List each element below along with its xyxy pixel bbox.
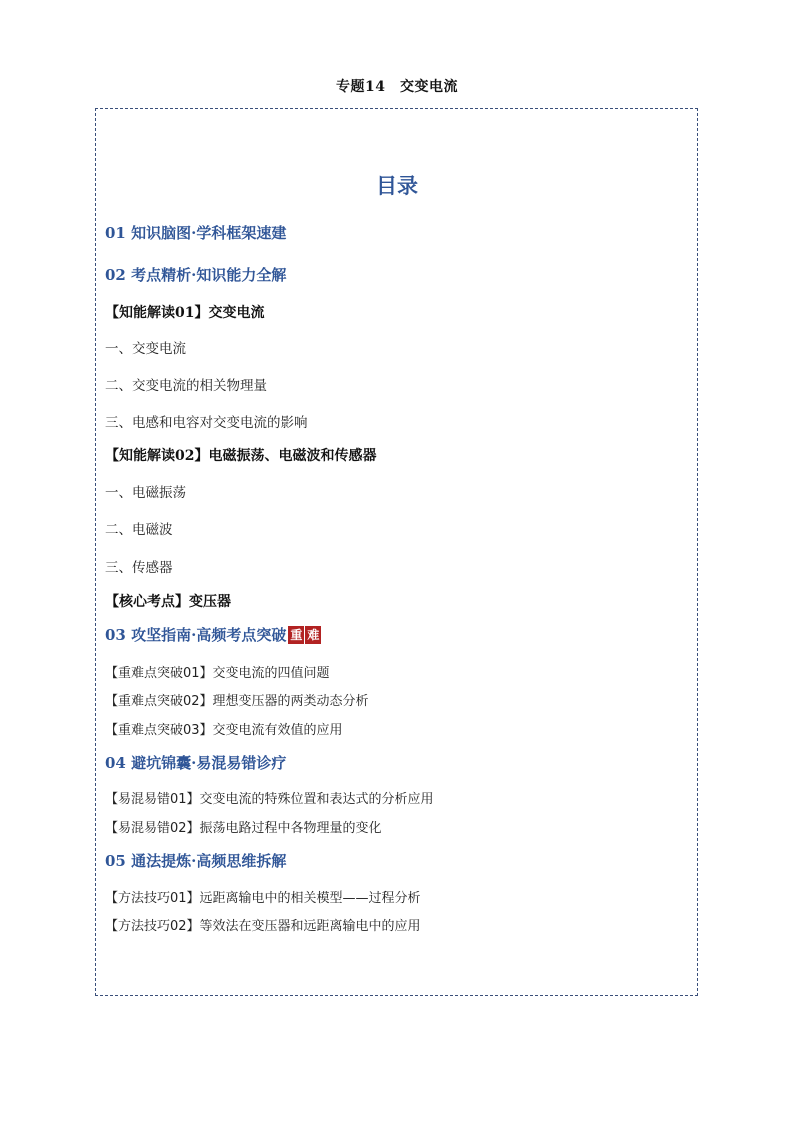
toc-subsection-2[interactable]: 【知能解读02】电磁振荡、电磁波和传感器 (105, 448, 377, 464)
toc-subsection-3[interactable]: 【核心考点】变压器 (105, 594, 231, 610)
toc-subsection-1[interactable]: 【知能解读01】交变电流 (105, 305, 265, 321)
toc-item[interactable]: 【易混易错02】振荡电路过程中各物理量的变化 (105, 821, 382, 836)
toc-item[interactable]: 【方法技巧02】等效法在变压器和远距离输电中的应用 (105, 919, 421, 934)
badge-char: 难 (307, 628, 320, 642)
badge-char: 重 (290, 628, 303, 642)
toc-item[interactable]: 三、电感和电容对交变电流的影响 (105, 415, 308, 431)
toc-item[interactable]: 【重难点突破01】交变电流的四值问题 (105, 666, 330, 681)
toc-item[interactable]: 一、电磁振荡 (105, 485, 186, 501)
toc-title: 目录 (376, 173, 418, 198)
toc-item[interactable]: 【易混易错01】交变电流的特殊位置和表达式的分析应用 (105, 792, 434, 807)
difficulty-badge (288, 625, 322, 644)
toc-section-2[interactable]: 02 考点精析·知识能力全解 (105, 266, 287, 284)
toc-item[interactable]: 三、传感器 (105, 560, 173, 576)
page-header-title: 专题14 交变电流 (336, 79, 458, 95)
toc-section-1[interactable]: 01 知识脑图·学科框架速建 (105, 224, 287, 242)
toc-item[interactable]: 【重难点突破03】交变电流有效值的应用 (105, 723, 343, 738)
toc-item[interactable]: 【方法技巧01】远距离输电中的相关模型——过程分析 (105, 891, 421, 906)
toc-section-4[interactable]: 04 避坑锦囊·易混易错诊疗 (105, 754, 287, 772)
toc-section-3[interactable] (105, 624, 322, 645)
toc-item[interactable]: 二、交变电流的相关物理量 (105, 378, 267, 394)
toc-item[interactable]: 二、电磁波 (105, 522, 173, 538)
toc-section-3-label: 03 攻坚指南·高频考点突破 (105, 626, 287, 644)
toc-item[interactable]: 【重难点突破02】理想变压器的两类动态分析 (105, 694, 369, 709)
toc-item[interactable]: 一、交变电流 (105, 341, 186, 357)
toc-section-5[interactable]: 05 通法提炼·高频思维拆解 (105, 852, 287, 870)
